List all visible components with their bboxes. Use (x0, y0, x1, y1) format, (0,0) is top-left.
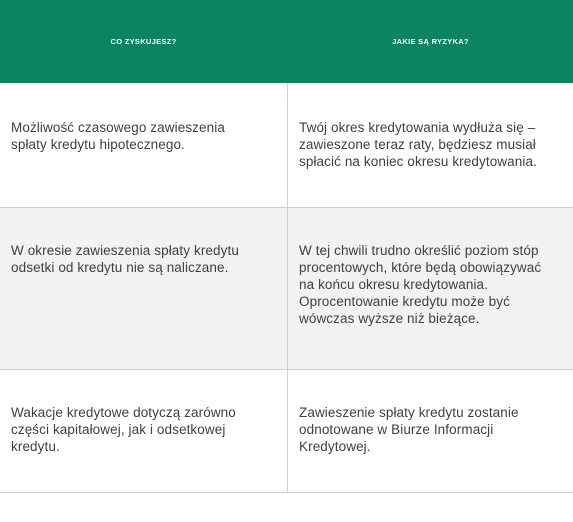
gain-cell: Możliwość czasowego zawieszenia spłaty kredytu hipotecznego. (11, 120, 225, 152)
gain-cell: Wakacje kredytowe dotyczą zarówno części kapitałowej, jak i odsetkowej kredytu. (11, 405, 236, 454)
header-risks: JAKIE SĄ RYZYKA? (392, 37, 469, 46)
column-divider (287, 83, 288, 492)
row-divider (0, 492, 573, 493)
gain-cell: W okresie zawieszenia spłaty kredytu odsetki od kredytu nie są naliczane. (11, 243, 239, 275)
risk-cell: W tej chwili trudno określić poziom stóp procentowych, które będą obowiązywać na końcu okresu kredytowania. Oprocentowanie kredytu może być wówczas wyższe niż bieżące. (299, 243, 542, 326)
table-header (0, 0, 573, 83)
risk-cell: Twój okres kredytowania wydłuża się – zawieszone teraz raty, będziesz musiał spłacić na koniec okresu kredytowania. (299, 120, 537, 169)
header-gains: CO ZYSKUJESZ? (110, 37, 177, 46)
risk-cell: Zawieszenie spłaty kredytu zostanie odnotowane w Biurze Informacji Kredytowej. (299, 405, 519, 454)
